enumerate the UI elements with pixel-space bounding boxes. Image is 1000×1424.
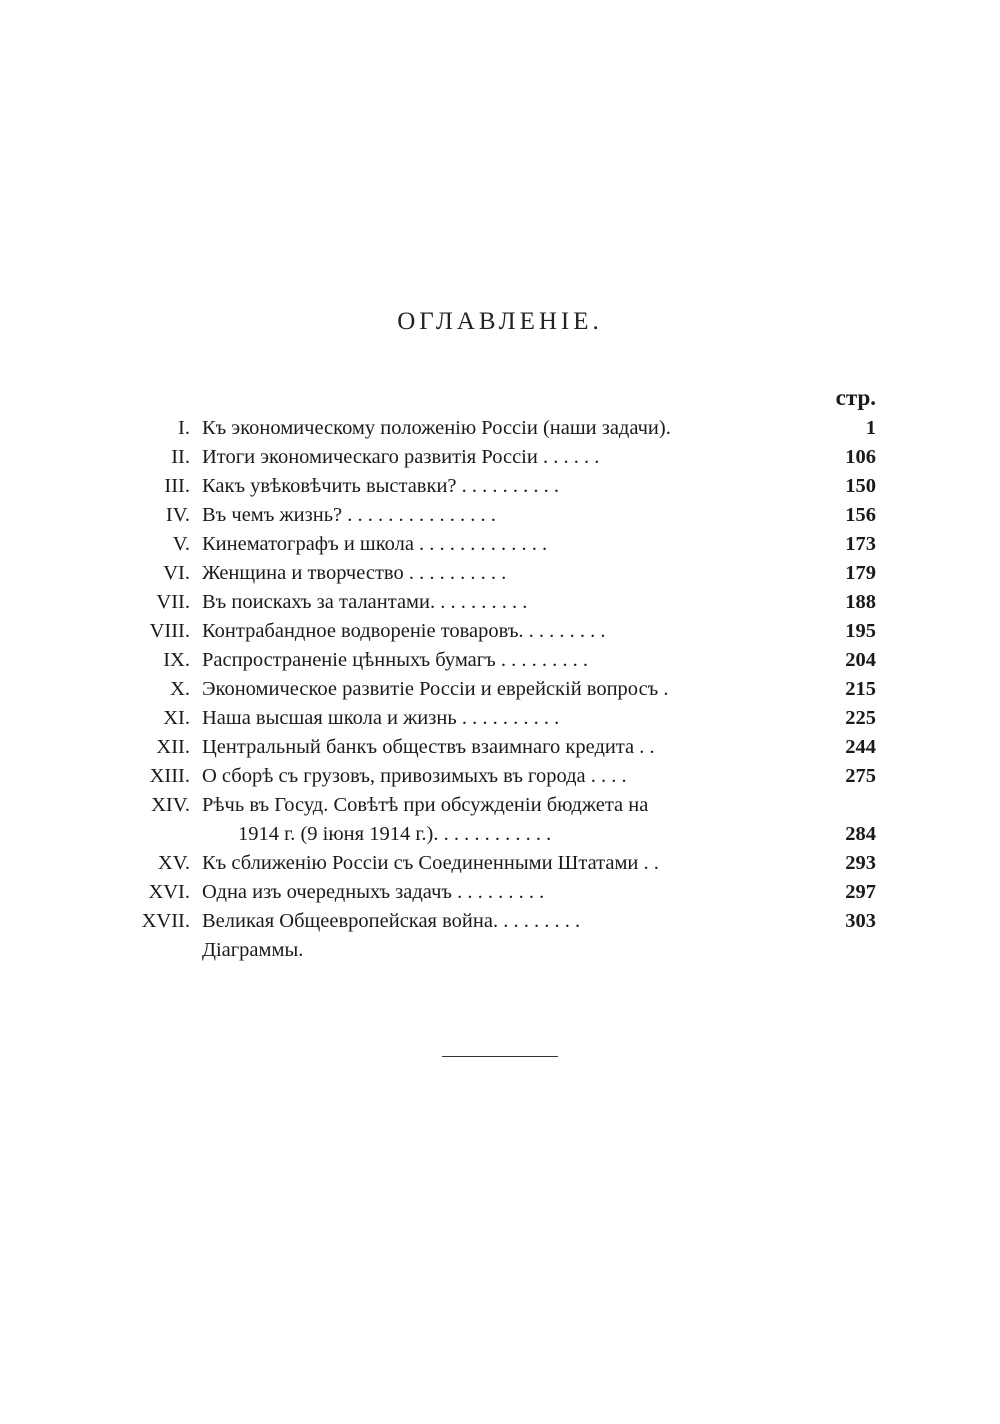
toc-entry-text: Одна изъ очередныхъ задачъ . . . . . . . . . bbox=[202, 881, 545, 903]
toc-entry-12 bbox=[0, 733, 1000, 762]
toc-entry-text: Въ поискахъ за талантами. . . . . . . . . . bbox=[202, 591, 528, 613]
table-of-contents bbox=[0, 414, 1000, 965]
toc-entry-17 bbox=[0, 907, 1000, 936]
toc-entry-page: 244 bbox=[845, 736, 876, 758]
toc-entry-text: Великая Общеевропейская война. . . . . . . . . bbox=[202, 910, 581, 932]
toc-entry-page: 106 bbox=[845, 446, 876, 468]
toc-entry-page: 284 bbox=[845, 823, 876, 845]
toc-entry-number: VIII. bbox=[149, 620, 190, 642]
toc-entry-number: VI. bbox=[163, 562, 190, 584]
toc-entry-page: 204 bbox=[845, 649, 876, 671]
toc-entry-page: 179 bbox=[845, 562, 876, 584]
toc-entry-page: 195 bbox=[845, 620, 876, 642]
toc-entry-10 bbox=[0, 675, 1000, 704]
toc-entry-page: 275 bbox=[845, 765, 876, 787]
toc-entry-page: 215 bbox=[845, 678, 876, 700]
toc-entry-number: III. bbox=[164, 475, 190, 497]
toc-entry-number: IV. bbox=[165, 504, 190, 526]
toc-entry-2 bbox=[0, 443, 1000, 472]
toc-entry-14-continuation bbox=[0, 820, 1000, 849]
toc-entry-text: Распространеніе цѣнныхъ бумагъ . . . . . . . . . bbox=[202, 649, 589, 671]
toc-entry-number: XV. bbox=[157, 852, 190, 874]
toc-entry-text: Наша высшая школа и жизнь . . . . . . . . . . bbox=[202, 707, 560, 729]
toc-entry-text: О сборѣ съ грузовъ, привозимыхъ въ города . . . . bbox=[202, 765, 627, 787]
toc-entry-number: XVII. bbox=[141, 910, 190, 932]
toc-entry-8 bbox=[0, 617, 1000, 646]
toc-entry-14 bbox=[0, 791, 1000, 820]
toc-entry-number: XVI. bbox=[148, 881, 190, 903]
toc-entry-text: Итоги экономическаго развитія Россіи . . . . . . bbox=[202, 446, 600, 468]
toc-entry-page: 293 bbox=[845, 852, 876, 874]
toc-entry-1 bbox=[0, 414, 1000, 443]
toc-entry-4 bbox=[0, 501, 1000, 530]
toc-entry-text: Контрабандное водвореніе товаровъ. . . . . . . . . bbox=[202, 620, 606, 642]
toc-entry-text: Къ сближенію Россіи съ Соединенными Штатами . . bbox=[202, 852, 659, 874]
toc-entry-number: XII. bbox=[156, 736, 190, 758]
toc-entry-number: IX. bbox=[163, 649, 190, 671]
toc-entry-text: Центральный банкъ обществъ взаимнаго кредита . . bbox=[202, 736, 655, 758]
toc-entry-text: Кинематографъ и школа . . . . . . . . . . . . . bbox=[202, 533, 548, 555]
toc-entry-number: X. bbox=[170, 678, 190, 700]
toc-entry-text: Рѣчь въ Госуд. Совѣтѣ при обсужденіи бюджета на bbox=[202, 794, 649, 816]
toc-entry-text: Какъ увѣковѣчить выставки? . . . . . . . . . . bbox=[202, 475, 560, 497]
toc-entry-3 bbox=[0, 472, 1000, 501]
toc-entry-page: 297 bbox=[845, 881, 876, 903]
toc-entry-text: Экономическое развитіе Россіи и еврейскій вопросъ . bbox=[202, 678, 669, 700]
toc-entry-number: XIV. bbox=[151, 794, 190, 816]
toc-entry-16 bbox=[0, 878, 1000, 907]
toc-entry-page: 225 bbox=[845, 707, 876, 729]
toc-entry-7 bbox=[0, 588, 1000, 617]
toc-entry-page: 156 bbox=[845, 504, 876, 526]
toc-entry-diagrams bbox=[0, 936, 1000, 965]
toc-entry-text: Діаграммы. bbox=[202, 939, 304, 961]
toc-entry-text: 1914 г. (9 іюня 1914 г.). . . . . . . . . . . . bbox=[238, 823, 552, 845]
toc-entry-text: Женщина и творчество . . . . . . . . . . bbox=[202, 562, 507, 584]
toc-entry-number: XIII. bbox=[149, 765, 190, 787]
page-column-header: стр. bbox=[835, 385, 876, 410]
toc-entry-15 bbox=[0, 849, 1000, 878]
toc-entry-page: 173 bbox=[845, 533, 876, 555]
page-title: ОГЛАВЛЕНІЕ. bbox=[397, 308, 603, 335]
end-divider bbox=[442, 1056, 558, 1057]
toc-entry-number: V. bbox=[172, 533, 190, 555]
toc-entry-page: 1 bbox=[865, 417, 876, 439]
toc-entry-6 bbox=[0, 559, 1000, 588]
toc-entry-13 bbox=[0, 762, 1000, 791]
toc-entry-5 bbox=[0, 530, 1000, 559]
toc-entry-number: VII. bbox=[156, 591, 190, 613]
toc-entry-number: II. bbox=[171, 446, 190, 468]
toc-entry-text: Къ экономическому положенію Россіи (наши задачи). bbox=[202, 417, 671, 439]
toc-entry-number: XI. bbox=[163, 707, 190, 729]
toc-entry-page: 303 bbox=[845, 910, 876, 932]
toc-entry-number: I. bbox=[178, 417, 190, 439]
toc-entry-page: 188 bbox=[845, 591, 876, 613]
toc-entry-11 bbox=[0, 704, 1000, 733]
toc-entry-9 bbox=[0, 646, 1000, 675]
toc-entry-text: Въ чемъ жизнь? . . . . . . . . . . . . . . . bbox=[202, 504, 496, 526]
toc-entry-page: 150 bbox=[845, 475, 876, 497]
